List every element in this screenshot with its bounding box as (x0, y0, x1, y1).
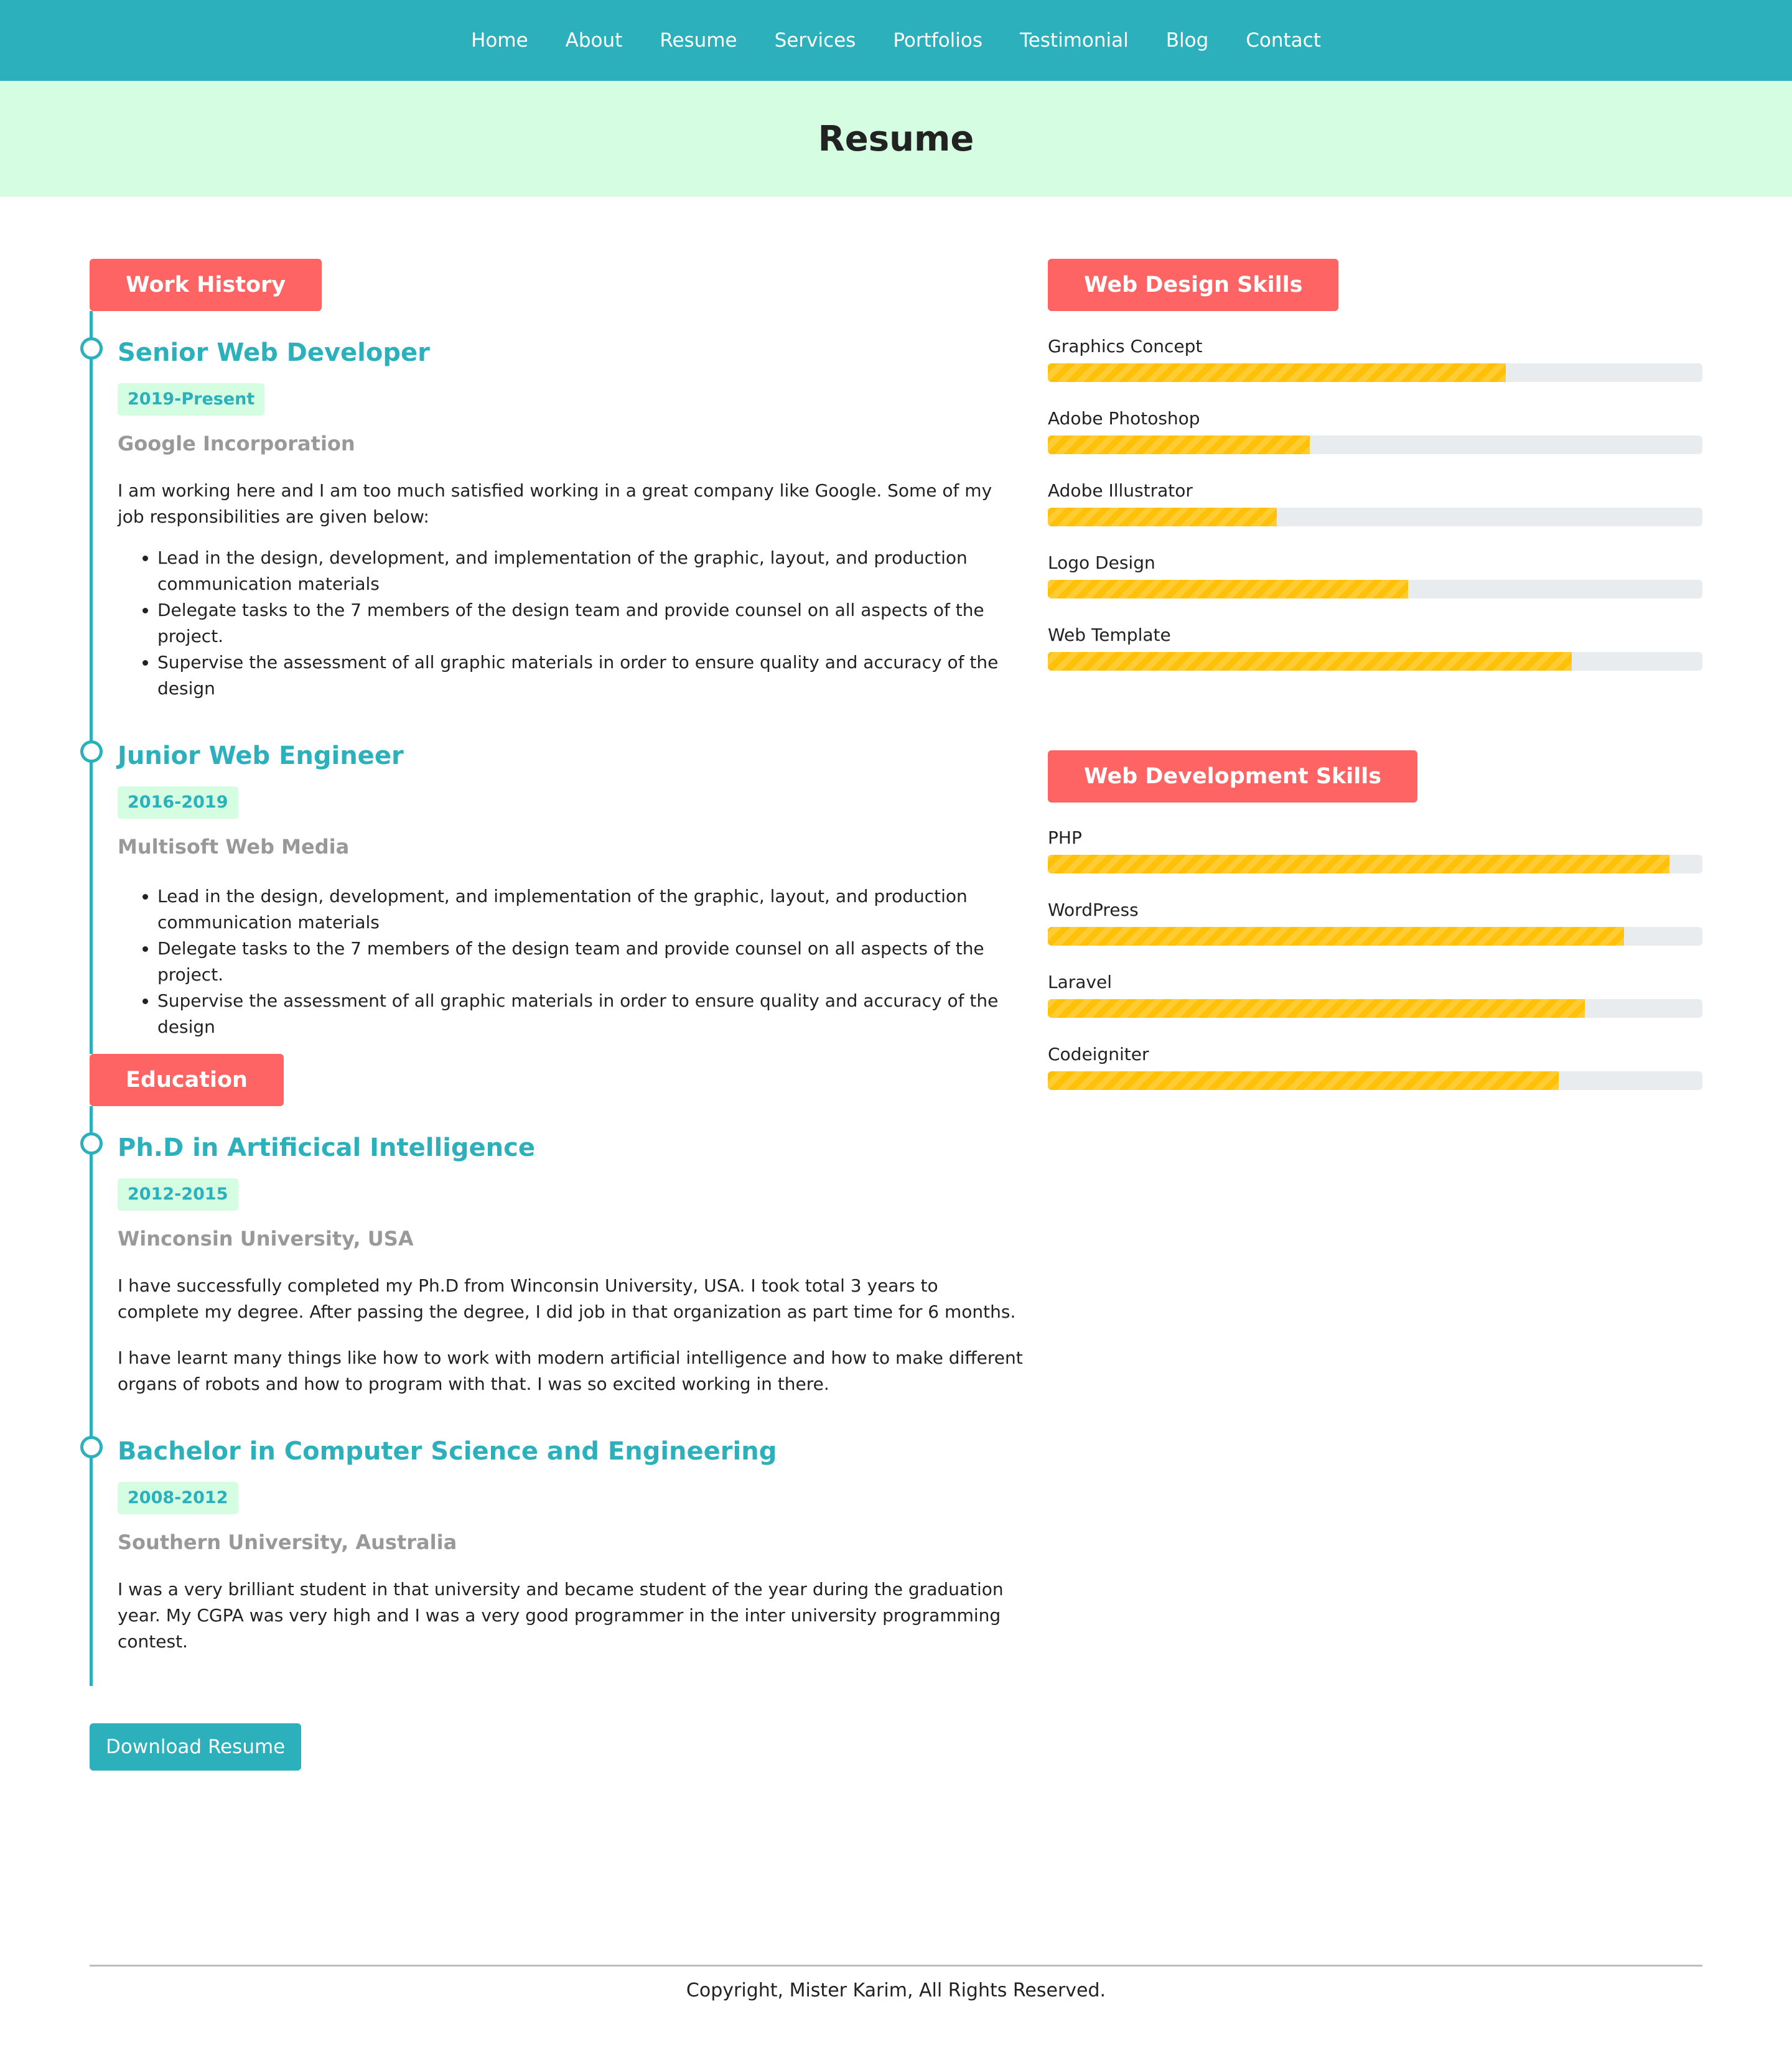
skill-progress-track (1048, 508, 1702, 526)
entry-description: I am working here and I am too much satisfied working in a great company like Google. Some of my job responsibilities are given below: (118, 480, 992, 527)
nav-services[interactable]: Services (774, 29, 856, 52)
work-history-heading: Work History (90, 259, 322, 311)
skill-progress-fill (1048, 435, 1310, 454)
timeline-dot-icon (80, 740, 103, 763)
web-development-skills (1048, 750, 1702, 1090)
skill-progress-fill (1048, 855, 1669, 873)
skill-label: Codeigniter (1048, 1044, 1149, 1064)
skill-label: Web Template (1048, 625, 1171, 645)
page-header (0, 81, 1792, 197)
entry-date-badge: 2016-2019 (118, 786, 238, 819)
skill-progress-track (1048, 580, 1702, 598)
list-item: • Supervise the assessment of all graphic materials in order to ensure quality and accuracy of the design (157, 650, 1023, 702)
skill-progress-fill (1048, 652, 1572, 671)
skill-progress-fill (1048, 580, 1408, 598)
entry-date-badge: 2008-2012 (118, 1482, 238, 1514)
nav-portfolios[interactable]: Portfolios (893, 29, 983, 52)
entry-bullets (118, 883, 1023, 1040)
skill-item (1048, 623, 1702, 671)
skill-item (1048, 407, 1702, 454)
skill-list (1048, 335, 1702, 671)
timeline-dot-icon (80, 1132, 103, 1155)
skill-progress-track (1048, 1071, 1702, 1090)
work-entry (118, 702, 1023, 1040)
skill-progress-fill (1048, 999, 1585, 1018)
entry-date-badge: 2019-Present (118, 383, 264, 416)
nav-resume[interactable]: Resume (660, 29, 737, 52)
entry-bullets (118, 545, 1023, 702)
nav-blog[interactable]: Blog (1165, 29, 1209, 52)
nav-home[interactable]: Home (471, 29, 528, 52)
entry-organization: Winconsin University, USA (118, 1227, 414, 1250)
education-entry (118, 1397, 1023, 1655)
resume-timeline-column (90, 259, 1023, 1771)
entry-organization: Multisoft Web Media (118, 835, 350, 859)
skill-label: WordPress (1048, 900, 1139, 920)
skill-item (1048, 335, 1702, 382)
skill-label: Adobe Illustrator (1048, 480, 1193, 501)
entry-date-badge: 2012-2015 (118, 1178, 238, 1211)
web-design-skills (1048, 259, 1702, 671)
timeline-dot-icon (80, 1436, 103, 1458)
list-item: • Delegate tasks to the 7 members of the design team and provide counsel on all aspects of the project. (157, 597, 1023, 650)
skill-label: Adobe Photoshop (1048, 408, 1200, 429)
entry-description: I was a very brilliant student in that university and became student of the year during the graduation year. My CGPA was very high and I was a very good programmer in the inter university programming contest. (118, 1579, 1004, 1652)
skill-label: Logo Design (1048, 552, 1155, 573)
list-item: • Delegate tasks to the 7 members of the design team and provide counsel on all aspects of the project. (157, 936, 1023, 988)
education-heading: Education (90, 1054, 284, 1106)
download-resume-button[interactable]: Download Resume (90, 1723, 301, 1771)
skill-progress-fill (1048, 927, 1624, 946)
page-title: Resume (818, 118, 974, 159)
skill-progress-fill (1048, 363, 1506, 382)
list-item: • Supervise the assessment of all graphic materials in order to ensure quality and accuracy of the design (157, 988, 1023, 1040)
entry-description: I have successfully completed my Ph.D from Winconsin University, USA. I took total 3 years to complete my degree. After passing the degree, I did job in that organization as part time for 6 months. (118, 1275, 1016, 1322)
entry-title: Junior Web Engineer (118, 742, 404, 770)
main-navbar (0, 0, 1792, 81)
work-entry (118, 311, 1023, 702)
skill-item (1048, 1043, 1702, 1090)
skill-progress-fill (1048, 1071, 1559, 1090)
entry-organization: Google Incorporation (118, 432, 355, 455)
education-entry (118, 1106, 1023, 1397)
list-item: • Lead in the design, development, and implementation of the graphic, layout, and production communication materials (157, 545, 1023, 597)
nav-testimonial[interactable]: Testimonial (1020, 29, 1129, 52)
skill-progress-track (1048, 927, 1702, 946)
skill-progress-track (1048, 435, 1702, 454)
skill-label: PHP (1048, 827, 1082, 848)
skill-item (1048, 479, 1702, 526)
entry-description: I have learnt many things like how to work with modern artificial intelligence and how to make different organs of robots and how to program with that. I was so excited working in there. (118, 1348, 1023, 1394)
nav-contact[interactable]: Contact (1246, 29, 1321, 52)
skill-list (1048, 826, 1702, 1090)
skill-label: Graphics Concept (1048, 336, 1203, 356)
skill-item (1048, 971, 1702, 1018)
skill-item (1048, 551, 1702, 598)
footer-divider (90, 1965, 1702, 1967)
list-item: • Lead in the design, development, and implementation of the graphic, layout, and production communication materials (157, 883, 1023, 936)
skill-progress-fill (1048, 508, 1277, 526)
skill-progress-track (1048, 363, 1702, 382)
entry-title: Senior Web Developer (118, 338, 430, 367)
nav-about[interactable]: About (565, 29, 623, 52)
work-timeline (90, 311, 1023, 1054)
nav-list (452, 29, 1340, 52)
entry-organization: Southern University, Australia (118, 1530, 457, 1554)
entry-title: Ph.D in Artificical Intelligence (118, 1134, 535, 1162)
skills-column (1048, 259, 1702, 1170)
skill-item (1048, 826, 1702, 873)
timeline-dot-icon (80, 337, 103, 360)
skill-label: Laravel (1048, 972, 1113, 992)
footer-copyright: Copyright, Mister Karim, All Rights Reserved. (686, 1980, 1106, 2001)
skill-progress-track (1048, 999, 1702, 1018)
entry-title: Bachelor in Computer Science and Engineering (118, 1437, 777, 1466)
web-development-skills-heading: Web Development Skills (1048, 750, 1417, 803)
skill-progress-track (1048, 855, 1702, 873)
education-timeline (90, 1106, 1023, 1686)
web-design-skills-heading: Web Design Skills (1048, 259, 1338, 311)
skill-item (1048, 898, 1702, 946)
skill-progress-track (1048, 652, 1702, 671)
